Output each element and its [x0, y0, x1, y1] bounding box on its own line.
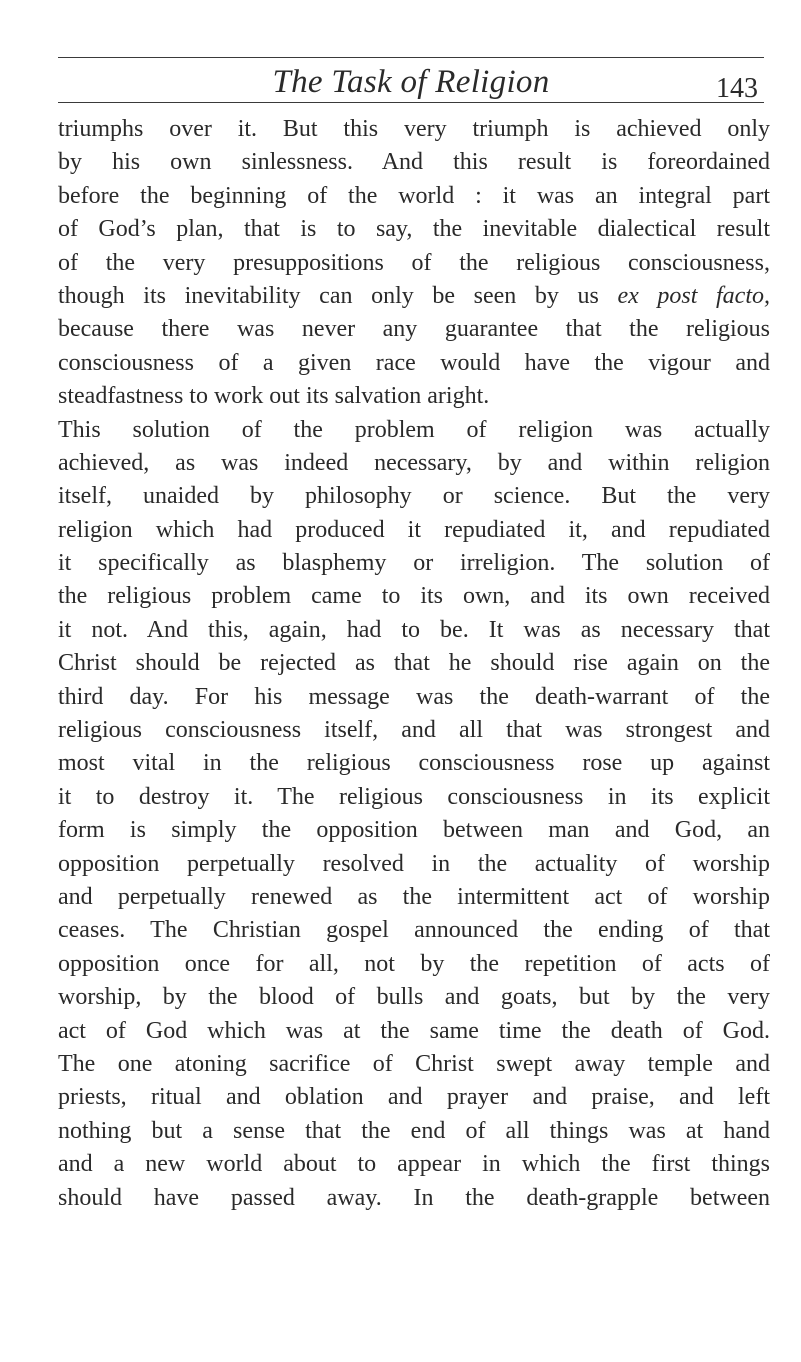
text-line: of God’s plan, that is to say, the inevitable dialectical result — [58, 216, 770, 243]
text-line: triumphs over it. But this very triumph is achieved only — [58, 116, 770, 142]
text-line: it to destroy it. The religious consciousness in its explicit — [58, 783, 770, 810]
text-line: ceases. The Christian gospel announced the ending of that — [58, 917, 770, 944]
italic-phrase: ex post facto, — [617, 282, 770, 309]
text-segment: though its inevitability can only be seen by us — [58, 282, 618, 309]
text-line: form is simply the opposition between man and God, an — [58, 817, 770, 844]
text-line: it not. And this, again, had to be. It was as necessary that — [58, 616, 770, 643]
running-title: The Task of Religion — [272, 64, 550, 100]
text-line — [58, 280, 770, 313]
text-line: act of God which was at the same time the death of God. — [58, 1017, 770, 1044]
text-line: consciousness of a given race would have the vigour and — [58, 349, 770, 376]
text-line: Christ should be rejected as that he should rise again on the — [58, 650, 770, 677]
text-line: of the very presuppositions of the religious consciousness, — [58, 249, 770, 276]
text-line: should have passed away. In the death-grapple between — [58, 1184, 770, 1211]
text-line: opposition perpetually resolved in the actuality of worship — [58, 850, 770, 877]
text-line: religious consciousness itself, and all that was strongest and — [58, 717, 770, 744]
text-line: and a new world about to appear in which the first things — [58, 1151, 770, 1178]
body-text — [58, 113, 770, 1215]
text-line: priests, ritual and oblation and prayer and praise, and left — [58, 1084, 770, 1111]
text-line: worship, by the blood of bulls and goats, but by the very — [58, 984, 770, 1011]
text-line: third day. For his message was the death-warrant of the — [58, 683, 770, 710]
text-line: The one atoning sacrifice of Christ swept away temple and — [58, 1050, 770, 1077]
header-rule-bottom — [58, 102, 764, 103]
page-number: 143 — [716, 73, 758, 104]
text-line: because there was never any guarantee that the religious — [58, 316, 770, 343]
text-line: This solution of the problem of religion was actually — [58, 416, 770, 443]
header-rule-top — [58, 57, 764, 58]
text-line: most vital in the religious consciousness rose up against — [58, 750, 770, 777]
running-head — [58, 64, 764, 104]
text-line: achieved, as was indeed necessary, by and within religion — [58, 449, 770, 476]
text-line: by his own sinlessness. And this result is foreordained — [58, 149, 770, 176]
text-line: the religious problem came to its own, and its own received — [58, 583, 770, 610]
text-line: before the beginning of the world : it was an integral part — [58, 182, 770, 209]
text-line: opposition once for all, not by the repetition of acts of — [58, 950, 770, 977]
text-line: steadfastness to work out its salvation aright. — [58, 383, 490, 410]
text-line: nothing but a sense that the end of all things was at hand — [58, 1117, 770, 1144]
text-line: it specifically as blasphemy or irreligion. The solution of — [58, 550, 770, 577]
text-line: and perpetually renewed as the intermittent act of worship — [58, 883, 770, 910]
text-line: religion which had produced it repudiated it, and repudiated — [58, 516, 770, 543]
text-line: itself, unaided by philosophy or science. But the very — [58, 483, 770, 510]
